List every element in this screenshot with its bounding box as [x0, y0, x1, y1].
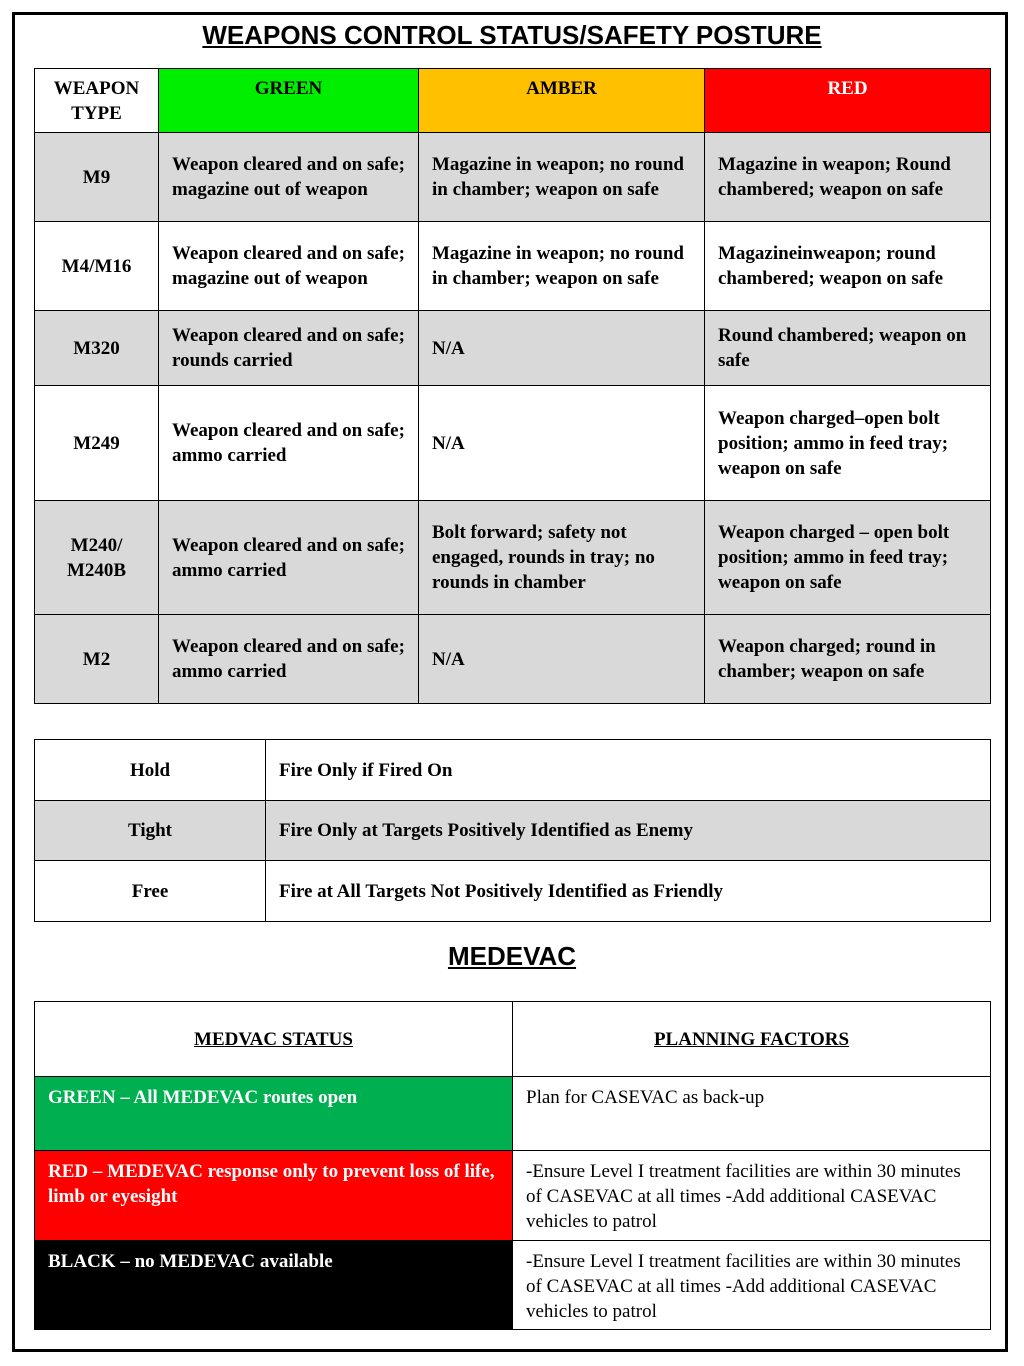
green-cell: Weapon cleared and on safe; rounds carried	[159, 311, 419, 386]
medevac-table	[34, 1001, 991, 1330]
weapon-type-cell: M2	[35, 615, 159, 704]
table-row	[35, 1077, 991, 1151]
table-row	[35, 1241, 991, 1330]
page-title: WEAPONS CONTROL STATUS/SAFETY POSTURE	[202, 20, 822, 50]
header-medvac-status: MEDVAC STATUS	[35, 1002, 513, 1077]
header-red: RED	[705, 69, 991, 133]
red-cell: Magazineinweapon; round chambered; weapon on safe	[705, 222, 991, 311]
amber-cell: N/A	[419, 311, 705, 386]
red-cell: Round chambered; weapon on safe	[705, 311, 991, 386]
planning-cell: Plan for CASEVAC as back-up	[513, 1077, 991, 1151]
status-name-cell: Hold	[35, 740, 266, 801]
table-row	[35, 615, 991, 704]
green-cell: Weapon cleared and on safe; magazine out of weapon	[159, 222, 419, 311]
green-cell: Weapon cleared and on safe; ammo carried	[159, 615, 419, 704]
amber-cell: Magazine in weapon; no round in chamber; weapon on safe	[419, 133, 705, 222]
planning-cell: -Ensure Level I treatment facilities are within 30 minutes of CASEVAC at all times -Add additional CASEVAC vehicles to patrol	[513, 1151, 991, 1241]
status-description-cell: Fire Only if Fired On	[266, 740, 991, 801]
header-amber: AMBER	[419, 69, 705, 133]
table-row	[35, 801, 991, 861]
green-cell: Weapon cleared and on safe; ammo carried	[159, 386, 419, 501]
red-cell: Weapon charged; round in chamber; weapon on safe	[705, 615, 991, 704]
table-row	[35, 311, 991, 386]
amber-cell: N/A	[419, 386, 705, 501]
status-black-cell: BLACK – no MEDEVAC available	[35, 1241, 513, 1330]
weapon-type-cell: M249	[35, 386, 159, 501]
table-row	[35, 501, 991, 615]
planning-cell: -Ensure Level I treatment facilities are within 30 minutes of CASEVAC at all times -Add additional CASEVAC vehicles to patrol	[513, 1241, 991, 1330]
medevac-title: MEDEVAC	[447, 941, 577, 971]
status-description-cell: Fire at All Targets Not Positively Identified as Friendly	[266, 861, 991, 922]
header-row	[35, 69, 991, 133]
table-row	[35, 1151, 991, 1241]
weapon-type-cell: M320	[35, 311, 159, 386]
red-cell: Magazine in weapon; Round chambered; weapon on safe	[705, 133, 991, 222]
status-name-cell: Free	[35, 861, 266, 922]
header-weapon-type: WEAPON TYPE	[35, 69, 159, 133]
weapons-status-table	[34, 739, 991, 922]
green-cell: Weapon cleared and on safe; ammo carried	[159, 501, 419, 615]
amber-cell: N/A	[419, 615, 705, 704]
table-row	[35, 861, 991, 922]
amber-cell: Magazine in weapon; no round in chamber; weapon on safe	[419, 222, 705, 311]
weapon-type-cell: M9	[35, 133, 159, 222]
weapon-type-cell: M240/ M240B	[35, 501, 159, 615]
green-cell: Weapon cleared and on safe; magazine out of weapon	[159, 133, 419, 222]
weapons-control-table	[34, 68, 991, 704]
weapon-type-cell: M4/M16	[35, 222, 159, 311]
table-row	[35, 222, 991, 311]
status-green-cell: GREEN – All MEDEVAC routes open	[35, 1077, 513, 1151]
table-row	[35, 740, 991, 801]
table-row	[35, 386, 991, 501]
red-cell: Weapon charged–open bolt position; ammo in feed tray; weapon on safe	[705, 386, 991, 501]
status-red-cell: RED – MEDEVAC response only to prevent loss of life, limb or eyesight	[35, 1151, 513, 1241]
status-name-cell: Tight	[35, 801, 266, 861]
status-description-cell: Fire Only at Targets Positively Identified as Enemy	[266, 801, 991, 861]
header-planning-factors: PLANNING FACTORS	[513, 1002, 991, 1077]
header-green: GREEN	[159, 69, 419, 133]
amber-cell: Bolt forward; safety not engaged, rounds in tray; no rounds in chamber	[419, 501, 705, 615]
red-cell: Weapon charged – open bolt position; ammo in feed tray; weapon on safe	[705, 501, 991, 615]
header-row	[35, 1002, 991, 1077]
table-row	[35, 133, 991, 222]
